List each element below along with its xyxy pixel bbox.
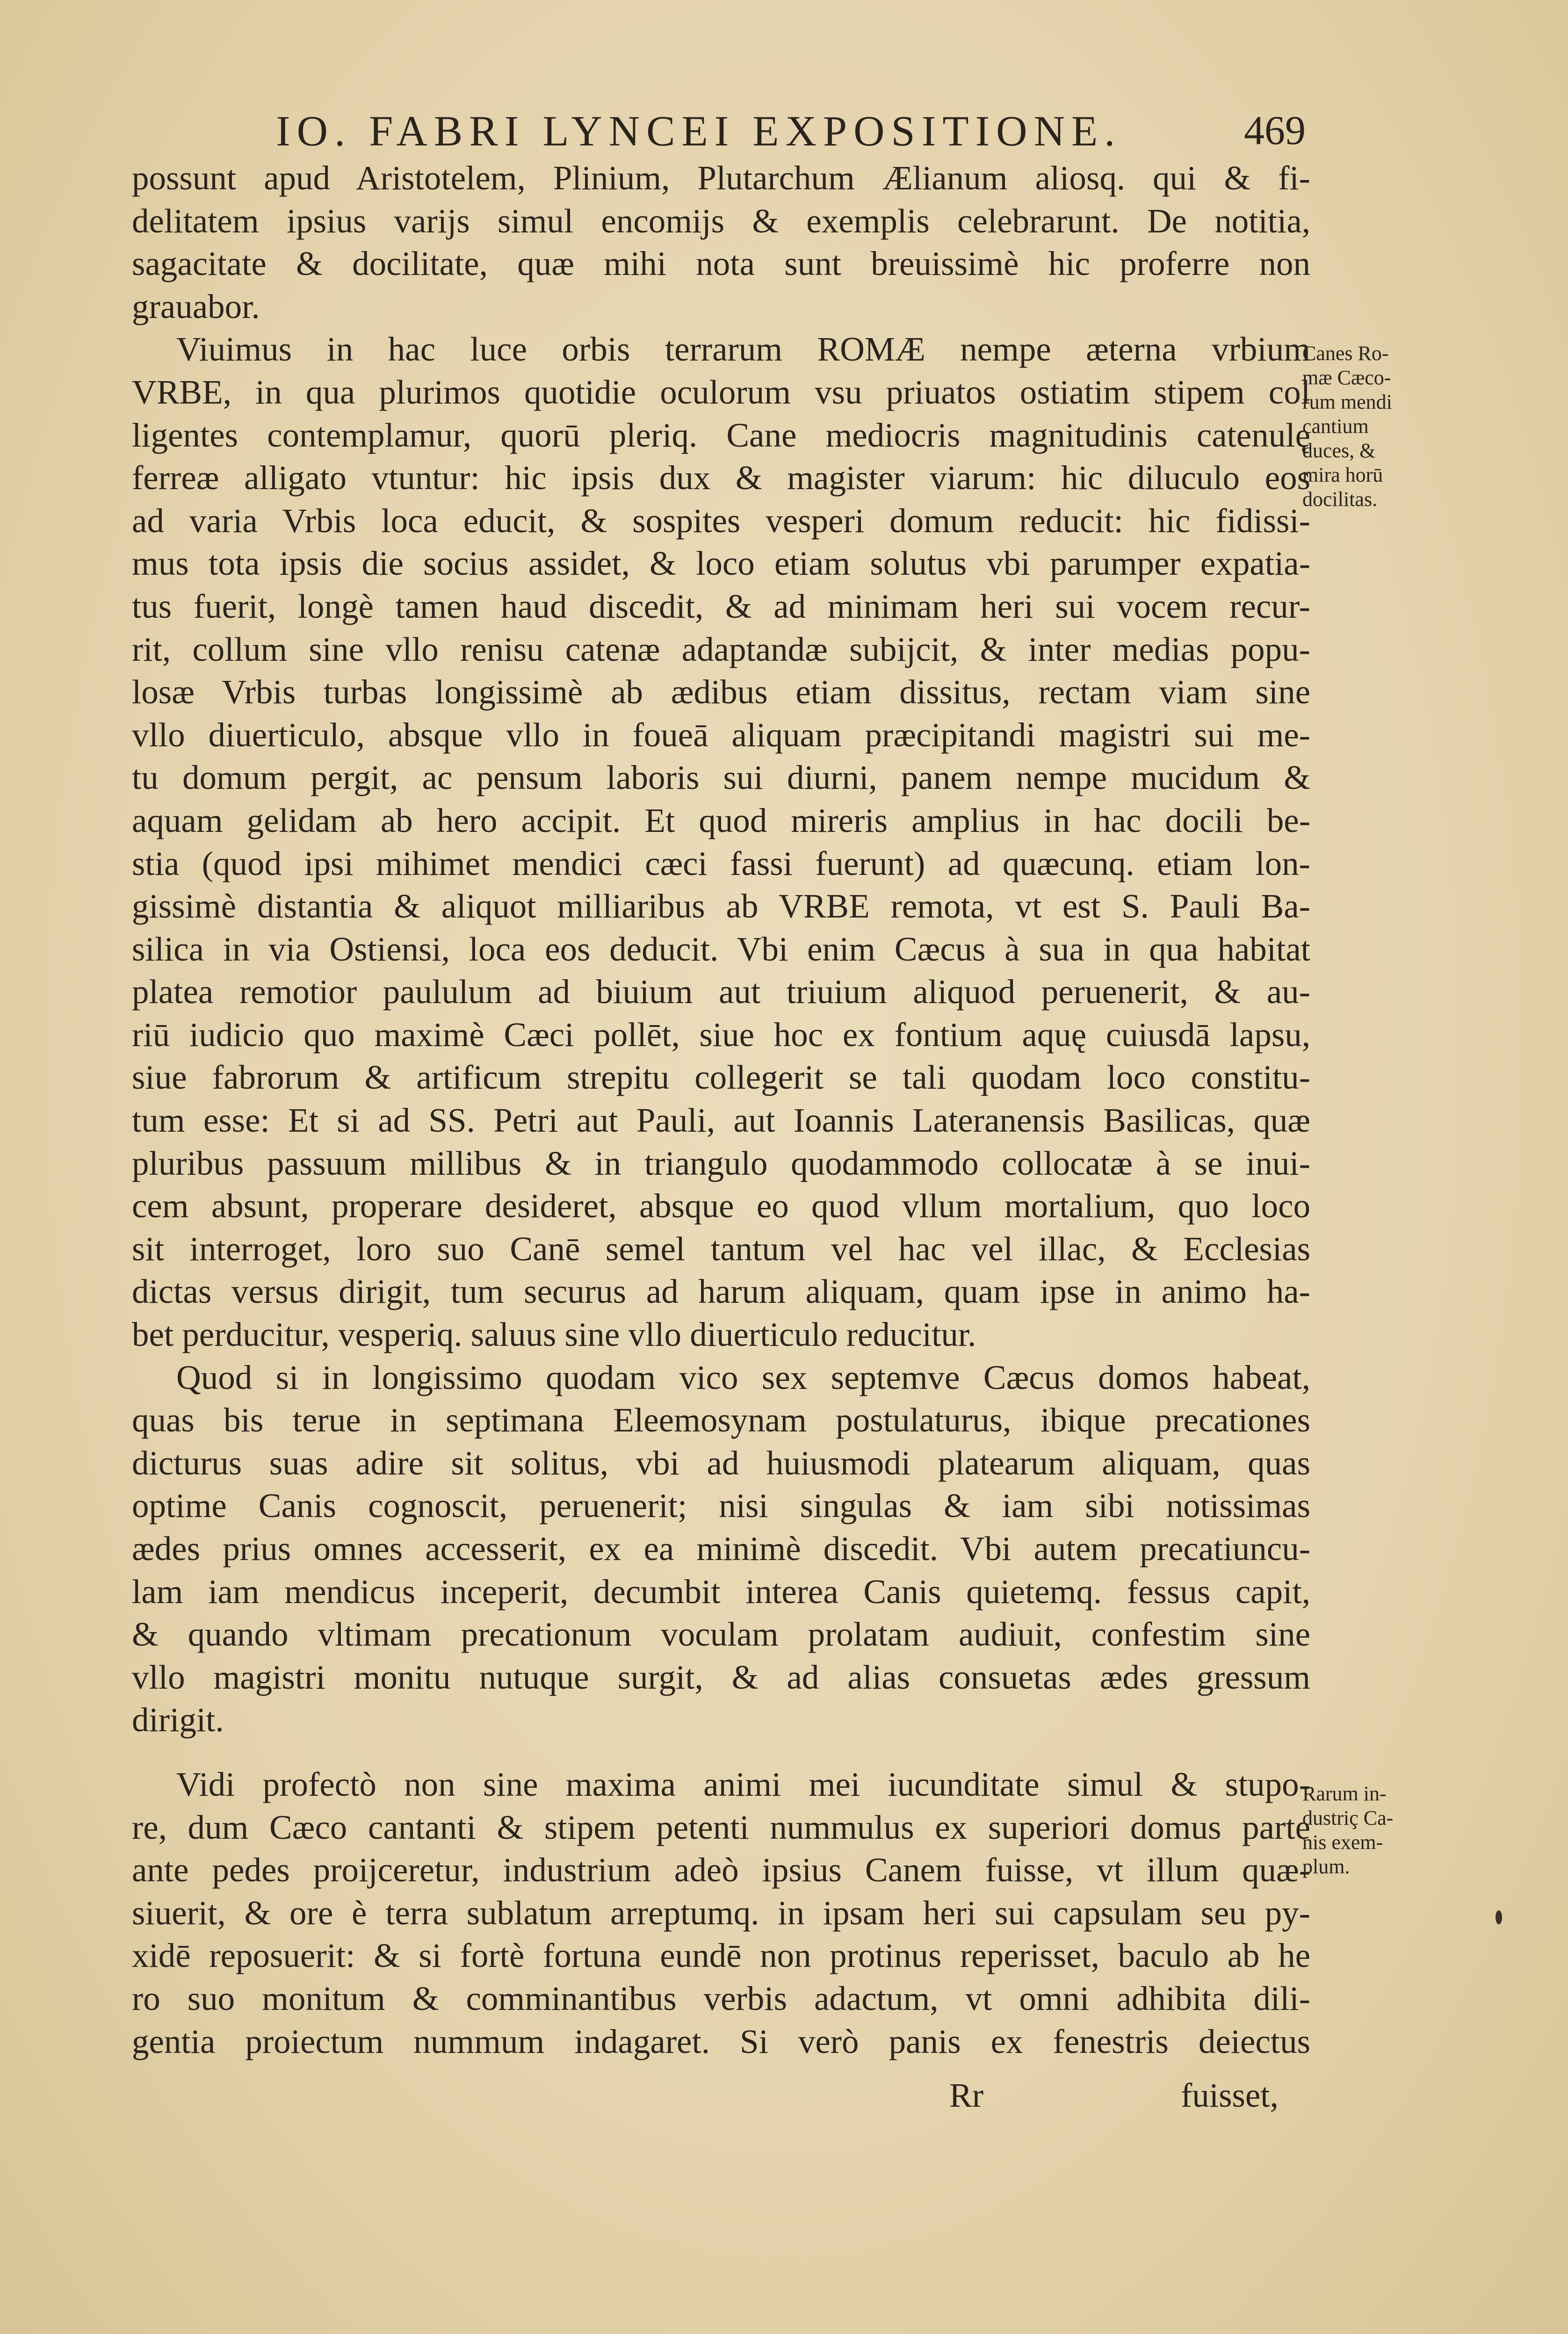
paragraph-4 [132,1763,1310,2063]
text-line: vllo diuerticulo, absque vllo in foueā aliquam præcipitandi magistri sui me- [132,715,1310,754]
text-line: & quando vltimam precationum voculam prolatam audiuit, confestim sine [132,1615,1310,1654]
text-line: platea remotior paululum ad biuium aut triuium aliquod peruenerit, & au- [132,973,1310,1011]
main-text-block [132,157,1310,2063]
running-title: IO. FABRI LYNCEI EXPOSITIONE. [276,107,1122,155]
text-line: Quod si in longissimo quodam vico sex septemve Cæcus domos habeat, [176,1358,1310,1396]
marginal-note-line: Canes Ro- [1302,342,1389,365]
marginal-note-line: mæ Cæco- [1302,366,1391,389]
catchword: fuisset, [1181,2076,1279,2114]
text-line: losæ Vrbis turbas longissimè ab ædibus etiam dissitus, rectam viam sine [132,673,1310,711]
text-line: bet perducitur, vesperiq. saluus sine vllo diuerticulo reducitur. [132,1315,976,1354]
marginal-note-line: rum mendi [1302,390,1392,413]
text-line: tum esse: Et si ad SS. Petri aut Pauli, aut Ioannis Lateranensis Basilicas, quæ [132,1101,1310,1140]
marginal-note-example [1302,1782,1393,1879]
paragraph-gap [132,1741,1310,1763]
text-line: pluribus passuum millibus & in triangulo quodammodo collocatæ à se inui- [132,1144,1310,1182]
text-line: rit, collum sine vllo renisu catenæ adaptandæ subijcit, & inter medias popu- [132,630,1310,668]
text-line: siuerit, & ore è terra sublatum arreptumq. in ipsam heri sui capsulam seu py- [132,1893,1310,1932]
text-line: ro suo monitum & comminantibus verbis adactum, vt omni adhibita dili- [132,1979,1310,2017]
text-line: dicturus suas adire sit solitus, vbi ad huiusmodi platearum aliquam, quas [132,1444,1310,1482]
text-line: ligentes contemplamur, quorū pleriq. Cane mediocris magnitudinis catenulę [132,416,1310,454]
text-line: sagacitate & docilitate, quæ mihi nota sunt breuissimè hic proferre non [132,245,1310,283]
text-line: stia (quod ipsi mihimet mendici cæci fassi fuerunt) ad quæcunq. etiam lon- [132,844,1310,882]
text-line: ad varia Vrbis loca educit, & sospites vesperi domum reducit: hic fidissi- [132,501,1310,540]
paragraph-3 [132,1356,1310,1741]
text-line: riū iudicio quo maximè Cæci pollēt, siue hoc ex fontium aquę cuiusdā lapsu, [132,1015,1310,1054]
ink-spot [1496,1910,1502,1924]
text-line: delitatem ipsius varijs simul encomijs & exemplis celebrarunt. De notitia, [132,202,1310,240]
text-line: optime Canis cognoscit, peruenerit; nisi singulas & iam sibi notissimas [132,1487,1310,1525]
text-line: lam iam mendicus inceperit, decumbit interea Canis quietemq. fessus capit, [132,1572,1310,1611]
text-line: Vidi profectò non sine maxima animi mei iucunditate simul & stupo- [176,1765,1310,1803]
marginal-note-line: plum. [1302,1855,1350,1878]
marginal-note-line: docilitas. [1302,488,1378,511]
text-line: re, dum Cæco cantanti & stipem petenti nummulus ex superiori domus parte [132,1808,1310,1846]
text-line: ante pedes proijceretur, industrium adeò ipsius Canem fuisse, vt illum quæ- [132,1851,1310,1889]
text-line: ferreæ alligato vtuntur: hic ipsis dux & magister viarum: hic diluculo eos [132,459,1310,497]
text-line: possunt apud Aristotelem, Plinium, Plutarchum Ælianum aliosq. qui & fi- [132,159,1310,197]
signature-mark: Rr [949,2076,983,2114]
text-line: quas bis terue in septimana Eleemosynam postulaturus, ibique precationes [132,1401,1310,1439]
text-line: aquam gelidam ab hero accipit. Et quod mireris amplius in hac docili be- [132,801,1310,839]
text-line: xidē reposuerit: & si fortè fortuna eundē non protinus reperisset, baculo ab he [132,1937,1310,1975]
text-line: dictas versus dirigit, tum securus ad harum aliquam, quam ipse in animo ha- [132,1272,1310,1311]
text-line: dirigit. [132,1701,224,1739]
text-line: tus fuerit, longè tamen haud discedit, & ad minimam heri sui vocem recur- [132,587,1310,625]
marginal-note-line: duces, & [1302,439,1376,462]
marginal-note-line: cantium [1302,415,1369,438]
page-number: 469 [1244,108,1306,153]
text-line: gentia proiectum nummum indagaret. Si verò panis ex fenestris deiectus [132,2022,1310,2060]
text-line: tu domum pergit, ac pensum laboris sui diurni, panem nempe mucidum & [132,759,1310,797]
text-line: sit interroget, loro suo Canē semel tantum vel hac vel illac, & Ecclesias [132,1229,1310,1268]
paragraph-2 [132,328,1310,1356]
text-line: grauabor. [132,287,260,325]
text-line: cem absunt, properare desideret, absque eo quod vllum mortalium, quo loco [132,1187,1310,1225]
marginal-note-line: Rarum in- [1302,1782,1387,1805]
marginal-note-line: dustriç Ca- [1302,1807,1394,1829]
text-line: Viuimus in hac luce orbis terrarum ROMÆ nempe æterna vrbium [176,330,1310,369]
text-line: gissimè distantia & aliquot milliaribus ab VRBE remota, vt est S. Pauli Ba- [132,887,1310,925]
text-line: siue fabrorum & artificum strepitu collegerit se tali quodam loco constitu- [132,1058,1310,1097]
text-line: VRBE, in qua plurimos quotidie oculorum vsu priuatos ostiatim stipem col [132,373,1310,411]
marginal-note-dogs [1302,341,1392,512]
text-line: silica in via Ostiensi, loca eos deducit. Vbi enim Cæcus à sua in qua habitat [132,930,1310,968]
text-line: mus tota ipsis die socius assidet, & loco etiam solutus vbi parumper expatia- [132,544,1310,583]
text-line: vllo magistri monitu nutuque surgit, & ad alias consuetas ædes gressum [132,1658,1310,1696]
paragraph-1 [132,157,1310,328]
marginal-note-line: nis exem- [1302,1831,1383,1854]
text-line: ædes prius omnes accesserit, ex ea minimè discedit. Vbi autem precatiuncu- [132,1530,1310,1568]
marginal-note-line: mira horū [1302,463,1383,486]
